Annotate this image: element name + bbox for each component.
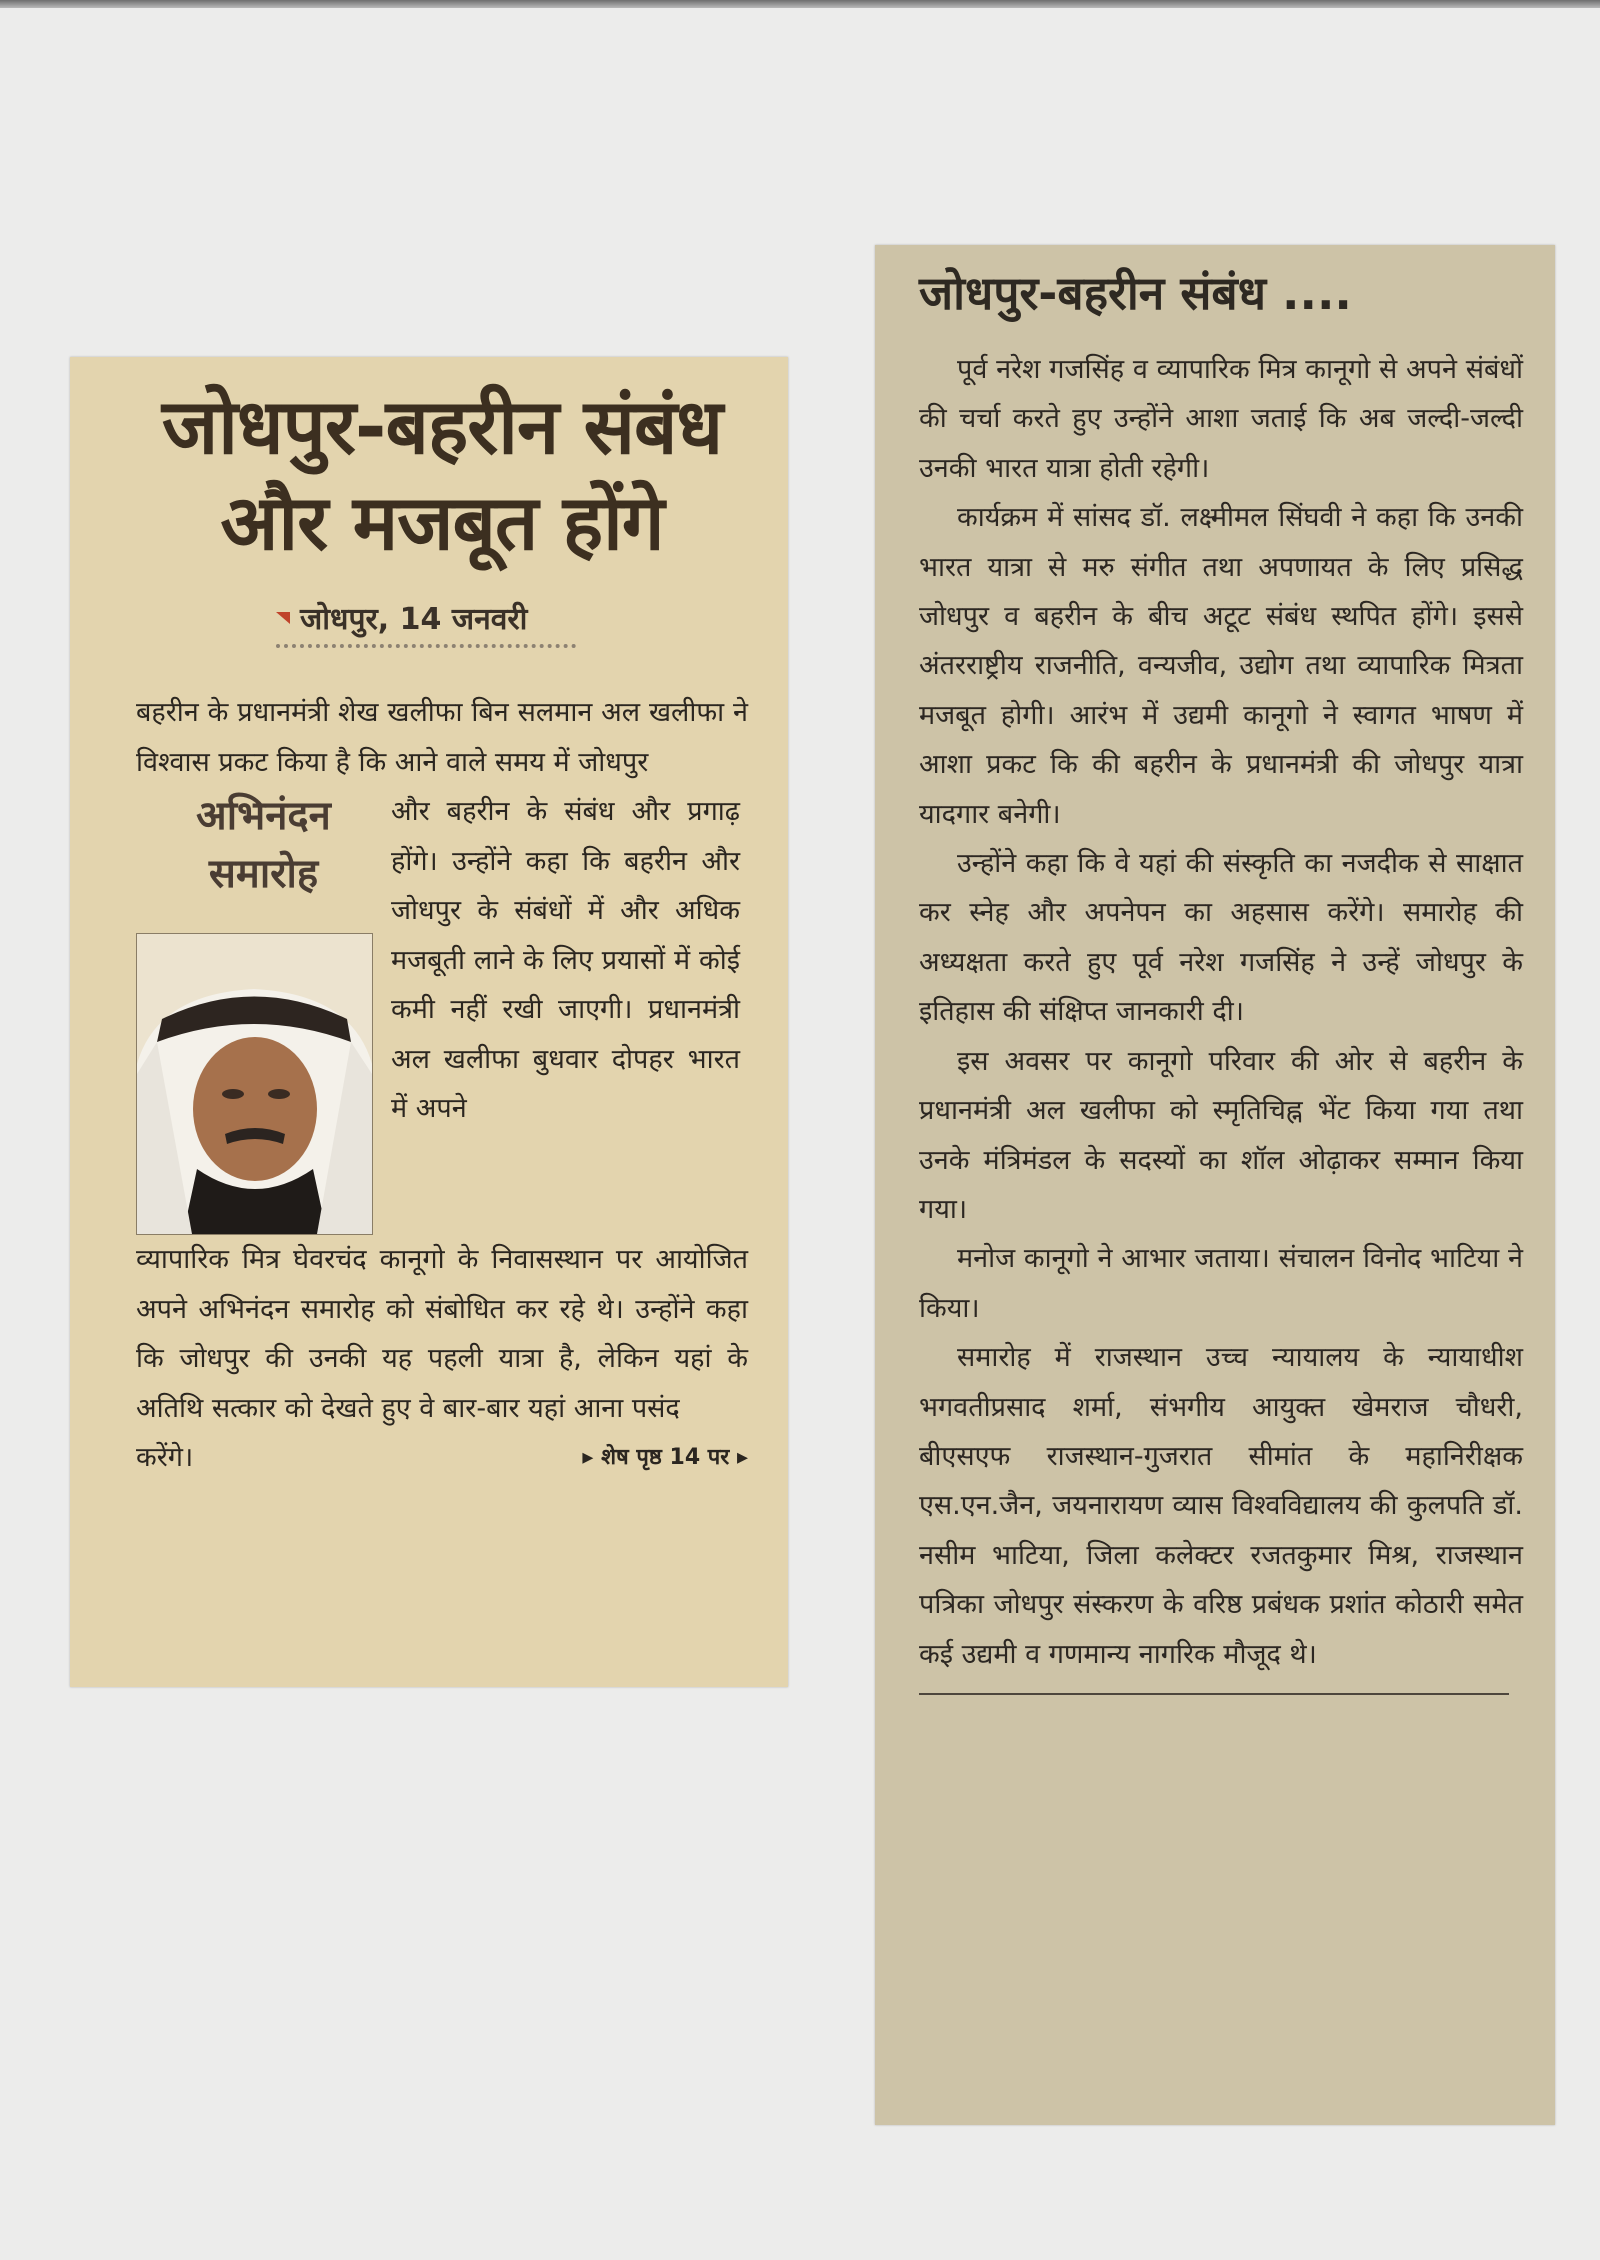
headline	[136, 379, 748, 571]
side-text-column	[391, 787, 740, 1235]
dateline	[276, 597, 748, 638]
paragraph-1: पूर्व नरेश गजसिंह व व्यापारिक मित्र कानूगो से अपने संबंधों की चर्चा करते हुए उन्होंने आशा जताई कि अब जल्दी-जल्दी उनकी भारत यात्रा होती रहेगी।	[919, 354, 1523, 484]
section-tag-line-2: समारोह	[208, 851, 319, 897]
news-clipping-continuation	[875, 245, 1555, 2125]
side-paragraph: और बहरीन के संबंध और प्रगाढ़ होंगे। उन्होंने कहा कि बहरीन और जोधपुर के संबंधों में और अधिक मजबूती लाने के लिए प्रयासों में कोई कमी नहीं रखी जाएगी। प्रधानमंत्री अल खलीफा बुधवार दोपहर भारत में अपने	[391, 796, 740, 1124]
news-clipping-main	[70, 357, 788, 1687]
section-tag	[136, 787, 391, 903]
portrait-illustration	[137, 934, 372, 1234]
closing-line	[136, 1433, 748, 1483]
paragraph-4: इस अवसर पर कानूगो परिवार की ओर से बहरीन के प्रधानमंत्री अल खलीफा को स्मृतिचिह्न भेंट किया गया तथा उनके मंत्रिमंडल के सदस्यों का शॉल ओढ़ाकर सम्मान किया गया।	[919, 1045, 1523, 1225]
dateline-text: जोधपुर, 14 जनवरी	[300, 602, 528, 637]
dotted-divider	[276, 642, 576, 648]
continuation-heading: जोधपुर-बहरीन संबंध ....	[919, 266, 1352, 320]
end-rule	[919, 1693, 1509, 1695]
paragraph-2: कार्यक्रम में सांसद डॉ. लक्ष्मीमल सिंघवी ने कहा कि उनकी भारत यात्रा से मरु संगीत तथा अपणायत के लिए प्रसिद्ध जोधपुर व बहरीन के बीच अटूट संबंध स्थपित होंगे। इससे अंतरराष्ट्रीय राजनीति, वन्यजीव, उद्योग तथा व्यापारिक मित्रता मजबूत होगी। आरंभ में उद्यमी कानूगो ने स्वागत भाषण में आशा प्रकट कि की बहरीन के प्रधानमंत्री की जोधपुर यात्रा यादगार बनेगी।	[919, 502, 1523, 830]
continued-on-page: ▸ शेष पृष्ठ 14 पर ▸	[582, 1445, 748, 1470]
portrait-photo	[136, 933, 373, 1235]
paragraph-3: उन्होंने कहा कि वे यहां की संस्कृति का नजदीक से साक्षात कर स्नेह और अपनेपन का अहसास करेंगे। समारोह की अध्यक्षता करते हुए पूर्व नरेश गजसिंह ने उन्हें जोधपुर के इतिहास की संक्षिप्त जानकारी दी।	[919, 848, 1523, 1028]
paragraph-6: समारोह में राजस्थान उच्च न्यायालय के न्यायाधीश भगवतीप्रसाद शर्मा, संभगीय आयुक्त खेमराज चौधरी, बीएसएफ राजस्थान-गुजरात सीमांत के महानिरीक्षक एस.एन.जैन, जयनारायण व्यास विश्वविद्यालय की कुलपति डॉ. नसीम भाटिया, जिला कलेक्टर रजतकुमार मिश्र, राजस्थान पत्रिका जोधपुर संस्करण के वरिष्ठ प्रबंधक प्रशांत कोठारी समेत कई उद्यमी व गणमान्य नागरिक मौजूद थे।	[919, 1342, 1523, 1670]
headline-line-2: और मजबूत होंगे	[220, 478, 664, 567]
section-tag-line-1: अभिनंदन	[196, 793, 331, 839]
body-paragraph: व्यापारिक मित्र घेवरचंद कानूगो के निवासस्थान पर आयोजित अपने अभिनंदन समारोह को संबोधित कर रहे थे। उन्होंने कहा कि जोधपुर की उनकी यह पहली यात्रा है, लेकिन यहां के अतिथि सत्कार को देखते हुए वे बार-बार यहां आना पसंद	[136, 1244, 748, 1424]
lead-paragraph: बहरीन के प्रधानमंत्री शेख खलीफा बिन सलमान अल खलीफा ने विश्वास प्रकट किया है कि आने वाले समय में जोधपुर	[136, 697, 748, 778]
photo-wrap-block	[136, 787, 748, 1235]
closing-word: करेंगे।	[136, 1442, 194, 1473]
scan-edge	[0, 0, 1600, 8]
dateline-marker-icon	[276, 612, 290, 624]
side-panel	[136, 787, 391, 1235]
paragraph-5: मनोज कानूगो ने आभार जताया। संचालन विनोद भाटिया ने किया।	[919, 1243, 1523, 1324]
headline-line-1: जोधपुर-बहरीन संबंध	[161, 382, 723, 471]
